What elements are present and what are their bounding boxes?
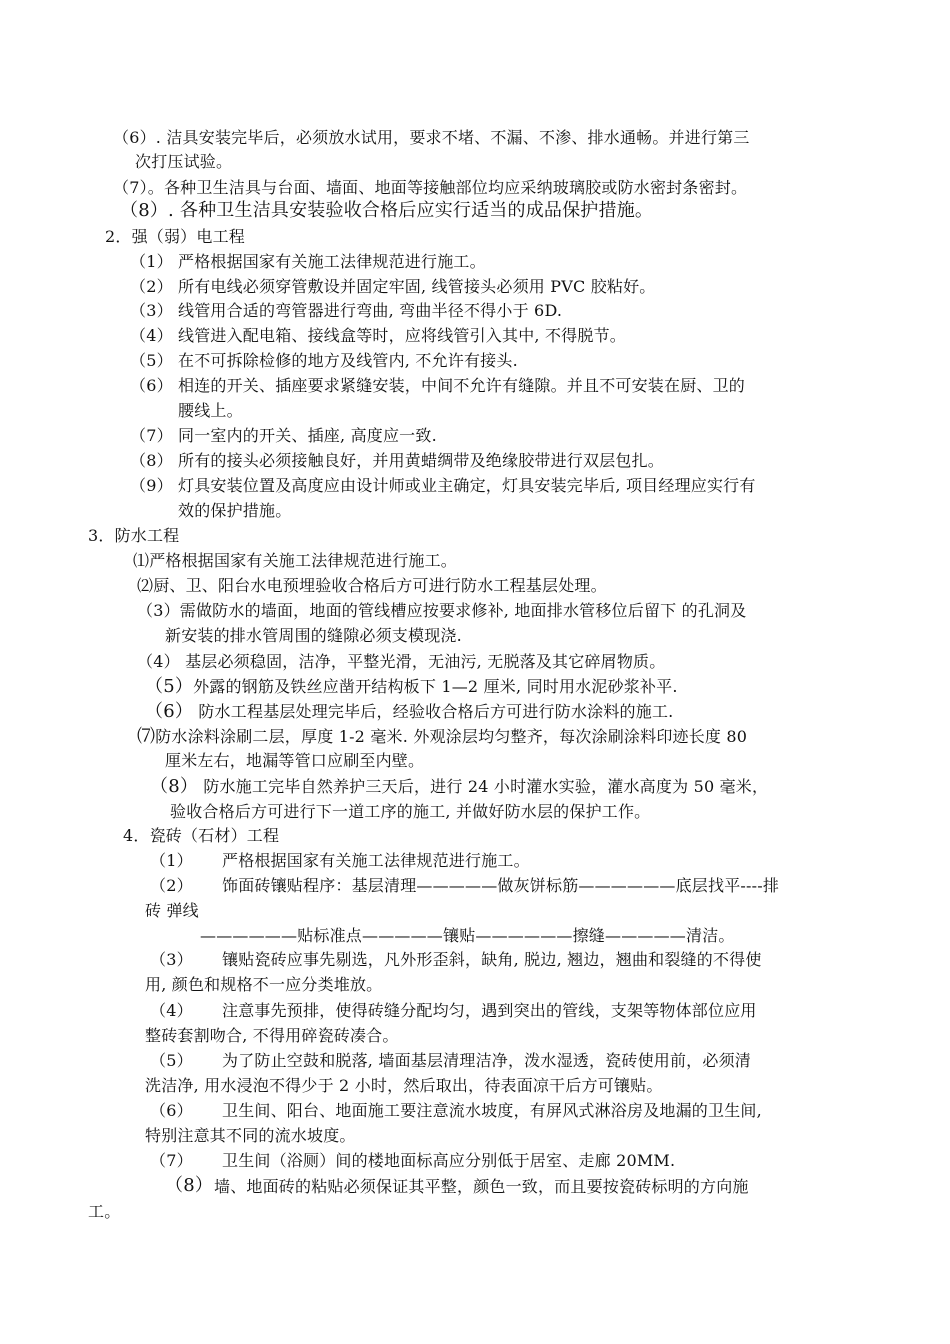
- waterproof-item-3-cont: 新安装的排水管周围的缝隙必须支模现浇.: [165, 626, 462, 645]
- tile-item-number: （6）: [150, 1101, 193, 1120]
- tile-item-number: （3）: [150, 950, 193, 969]
- tile-item-3-cont: 用, 颜色和规格不一应分类堆放。: [145, 975, 383, 994]
- item-text: 防水涂料涂刷二层，厚度 1-2 毫米. 外观涂层均匀整齐，每次涂刷涂料印迹长度 80: [155, 727, 748, 746]
- tile-item-2-cont: 砖 弹线: [145, 901, 199, 920]
- electrical-item-number: （2）: [130, 277, 173, 296]
- item-number: （8）: [150, 776, 199, 797]
- waterproof-item-3: （3）需做防水的墙面，地面的管线槽应按要求修补, 地面排水管移位后留下 的孔洞及: [137, 601, 747, 620]
- waterproof-item-8: [150, 775, 768, 799]
- tile-item-3: 镶贴瓷砖应事先剔选，凡外形歪斜，缺角, 脱边, 翘边，翘曲和裂缝的不得使: [222, 950, 762, 969]
- electrical-item-text: 所有电线必须穿管敷设并固定牢固, 线管接头必须用 PVC 胶粘好。: [178, 277, 656, 296]
- electrical-item-text: 线管用合适的弯管器进行弯曲, 弯曲半径不得小于 6D.: [178, 301, 563, 320]
- tile-item-5-cont: 洗洁净, 用水浸泡不得少于 2 小时，然后取出，待表面凉干后方可镶贴。: [145, 1076, 663, 1095]
- tile-item-number: （5）: [150, 1051, 193, 1070]
- tile-item-2: 饰面砖镶贴程序：基层清理—————做灰饼标筋——————底层找平----排: [222, 876, 780, 895]
- electrical-item-text: 线管进入配电箱、接线盒等时，应将线管引入其中, 不得脱节。: [178, 326, 626, 345]
- section-heading-electrical: 2．强（弱）电工程: [105, 227, 245, 246]
- plumbing-item-6-cont: 次打压试验。: [135, 152, 233, 171]
- waterproof-item-5: [145, 675, 678, 699]
- tile-item-number: （8）: [165, 1175, 214, 1196]
- tile-item-8: 墙、地面砖的粘贴必须保证其平整，颜色一致，而且要按瓷砖标明的方向施: [214, 1177, 749, 1196]
- tile-item-number: （2）: [150, 876, 193, 895]
- electrical-item-number: （6）: [130, 376, 173, 395]
- tile-item-7: 卫生间（浴厕）间的楼地面标高应分别低于居室、走廊 20MM.: [222, 1151, 676, 1170]
- tile-item-4: 注意事先预排，使得砖缝分配均匀，遇到突出的管线，支架等物体部位应用: [222, 1001, 757, 1020]
- tile-item-4-cont: 整砖套割吻合, 不得用碎瓷砖凑合。: [145, 1026, 399, 1045]
- item-number: （6）: [145, 701, 194, 722]
- waterproof-item-6: [145, 700, 673, 724]
- section-heading-tile: 4．瓷砖（石材）工程: [123, 826, 280, 845]
- tile-item-5: 为了防止空鼓和脱落, 墙面基层清理洁净，泼水湿透，瓷砖使用前，必须清: [222, 1051, 751, 1070]
- tile-item-1: 严格根据国家有关施工法律规范进行施工。: [222, 851, 530, 870]
- tile-item-number: （1）: [150, 851, 193, 870]
- tile-item-6: 卫生间、阳台、地面施工要注意流水坡度，有屏风式淋浴房及地漏的卫生间,: [222, 1101, 762, 1120]
- section-heading-waterproof: 3．防水工程: [88, 526, 180, 545]
- item-text: 外露的钢筋及铁丝应凿开结构板下 1—2 厘米, 同时用水泥砂浆补平.: [193, 677, 678, 696]
- waterproof-item-1: ⑴严格根据国家有关施工法律规范进行施工。: [133, 551, 458, 570]
- electrical-item-text: 相连的开关、插座要求紧缝安装，中间不允许有缝隙。并且不可安装在厨、卫的: [178, 376, 746, 395]
- electrical-item-number: （3）: [130, 301, 173, 320]
- electrical-item-number: （7）: [130, 426, 173, 445]
- electrical-item-number: （5）: [130, 351, 173, 370]
- electrical-item-text: 在不可拆除检修的地方及线管内, 不允许有接头.: [178, 351, 518, 370]
- electrical-item-number: （1）: [130, 252, 173, 271]
- item-text: 防水施工完毕自然养护三天后，进行 24 小时灌水实验，灌水高度为 50 毫米，: [198, 777, 769, 796]
- electrical-item-number: （4）: [130, 326, 173, 345]
- waterproof-item-7: [137, 725, 747, 749]
- waterproof-item-4: （4） 基层必须稳固，洁净，平整光滑，无油污, 无脱落及其它碎屑物质。: [137, 652, 666, 671]
- item-text: 防水工程基层处理完毕后，经验收合格后方可进行防水涂料的施工.: [193, 702, 674, 721]
- item-number: ⑺: [137, 726, 156, 747]
- waterproof-item-2: ⑵厨、卫、阳台水电预埋验收合格后方可进行防水工程基层处理。: [137, 576, 607, 595]
- tile-item-number: （4）: [150, 1001, 193, 1020]
- plumbing-item-6: （6）. 洁具安装完毕后，必须放水试用，要求不堵、不漏、不渗、排水通畅。并进行第三: [113, 128, 750, 147]
- electrical-item-text-cont: 效的保护措施。: [178, 501, 292, 520]
- electrical-item-number: （8）: [130, 451, 173, 470]
- electrical-item-number: （9）: [130, 476, 173, 495]
- tile-item-8-cont: 工。: [88, 1202, 121, 1221]
- tile-item-6-cont: 特别注意其不同的流水坡度。: [145, 1126, 356, 1145]
- electrical-item-text-cont: 腰线上。: [178, 401, 243, 420]
- electrical-item-text: 灯具安装位置及高度应由设计师或业主确定，灯具安装完毕后, 项目经理应实行有: [178, 476, 756, 495]
- tile-item-2-cont: ——————贴标准点—————镶贴——————擦缝—————清洁。: [200, 926, 735, 945]
- plumbing-item-7: （7）。各种卫生洁具与台面、墙面、地面等接触部位均应采纳玻璃胶或防水密封条密封。: [113, 178, 748, 197]
- plumbing-item-8: （8）. 各种卫生洁具安装验收合格后应实行适当的成品保护措施。: [120, 200, 654, 221]
- electrical-item-text: 严格根据国家有关施工法律规范进行施工。: [178, 252, 486, 271]
- waterproof-item-8-cont: 验收合格后方可进行下一道工序的施工, 并做好防水层的保护工作。: [170, 802, 651, 821]
- electrical-item-text: 同一室内的开关、插座, 高度应一致.: [178, 426, 437, 445]
- item-number: （5）: [145, 676, 194, 697]
- waterproof-item-7-cont: 厘米左右，地漏等管口应刷至内壁。: [165, 751, 425, 770]
- electrical-item-text: 所有的接头必须接触良好，并用黄蜡绸带及绝缘胶带进行双层包扎。: [178, 451, 665, 470]
- tile-item-number: （7）: [150, 1151, 193, 1170]
